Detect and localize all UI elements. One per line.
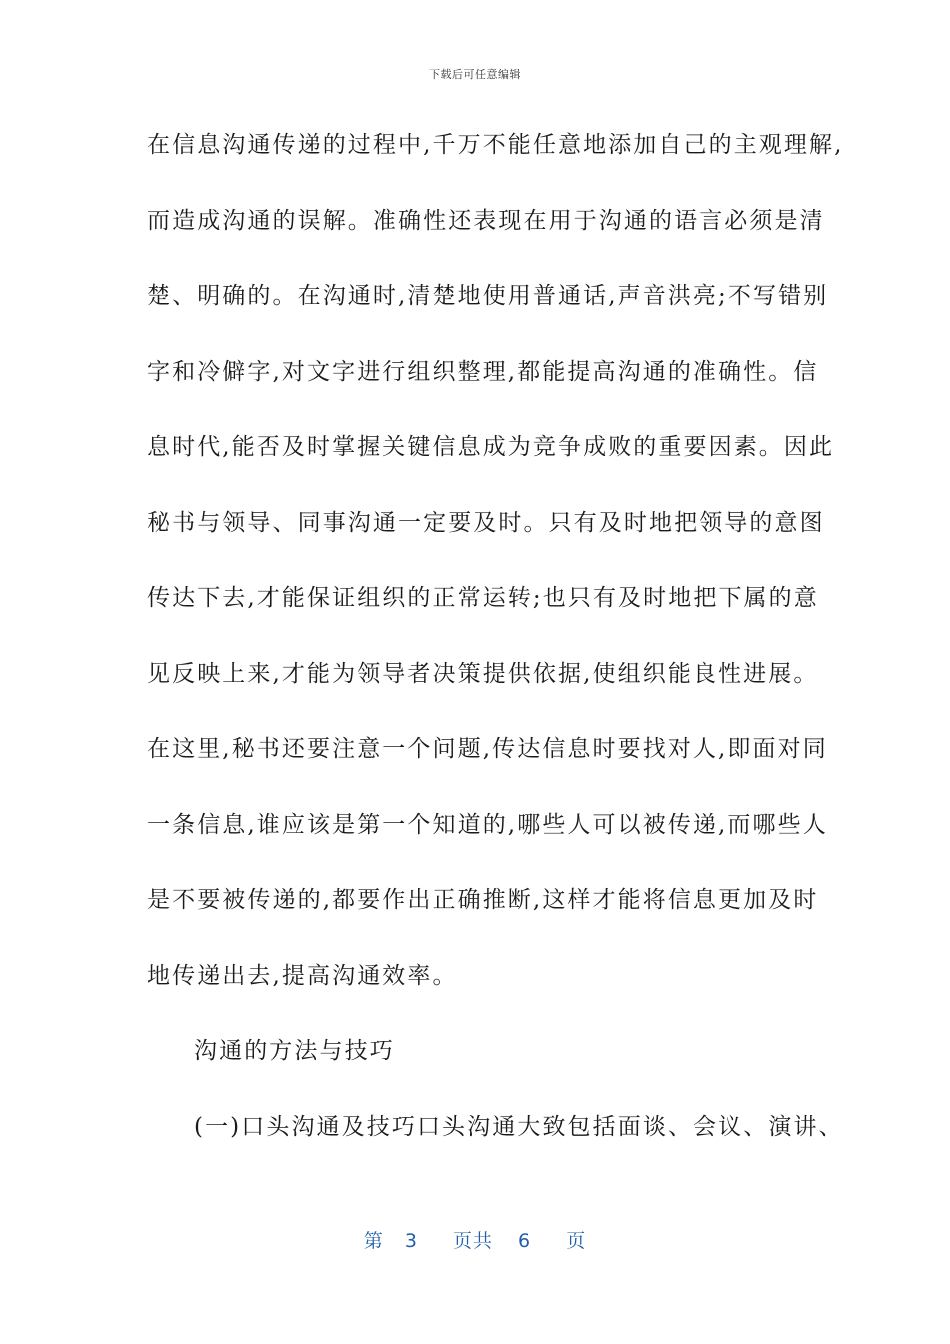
header-note: 下载后可任意编辑: [429, 68, 521, 81]
body-line: 秘书与领导、同事沟通一定要及时。只有及时地把领导的意图: [147, 509, 825, 536]
page-footer: [0, 1226, 950, 1253]
body-line: 楚、明确的。在沟通时,清楚地使用普通话,声音洪亮;不写错别: [147, 283, 829, 309]
total-pages-number: 6: [518, 1230, 532, 1252]
body-line: 字和冷僻字,对文字进行组织整理,都能提高沟通的准确性。信: [147, 358, 819, 385]
footer-middle: 页共: [452, 1230, 493, 1252]
body-line: 一条信息,谁应该是第一个知道的,哪些人可以被传递,而哪些人: [147, 811, 828, 838]
body-line: 息时代,能否及时掌握关键信息成为竞争成败的重要因素。因此: [147, 434, 835, 460]
body-line: 在这里,秘书还要注意一个问题,传达信息时要找对人,即面对同: [147, 736, 828, 762]
body-line: 见反映上来,才能为领导者决策提供依据,使组织能良性进展。: [147, 660, 819, 687]
footer-suffix: 页: [566, 1230, 587, 1252]
body-line: 而造成沟通的误解。准确性还表现在用于沟通的语言必须是清: [147, 207, 825, 234]
body-line: 在信息沟通传递的过程中,千万不能任意地添加自己的主观理解,: [147, 132, 844, 158]
paragraph-start: (一)口头沟通及技巧口头沟通大致包括面谈、会议、演讲、: [194, 1113, 844, 1140]
body-line: 是不要被传递的,都要作出正确推断,这样才能将信息更加及时: [147, 887, 819, 913]
document-body: [147, 126, 844, 1183]
body-line: 传达下去,才能保证组织的正常运转;也只有及时地把下属的意: [147, 585, 819, 611]
footer-prefix: 第: [363, 1230, 384, 1252]
current-page-number: 3: [404, 1230, 418, 1252]
section-heading: 沟通的方法与技巧: [194, 1038, 395, 1064]
body-line: 地传递出去,提高沟通效率。: [147, 962, 458, 989]
